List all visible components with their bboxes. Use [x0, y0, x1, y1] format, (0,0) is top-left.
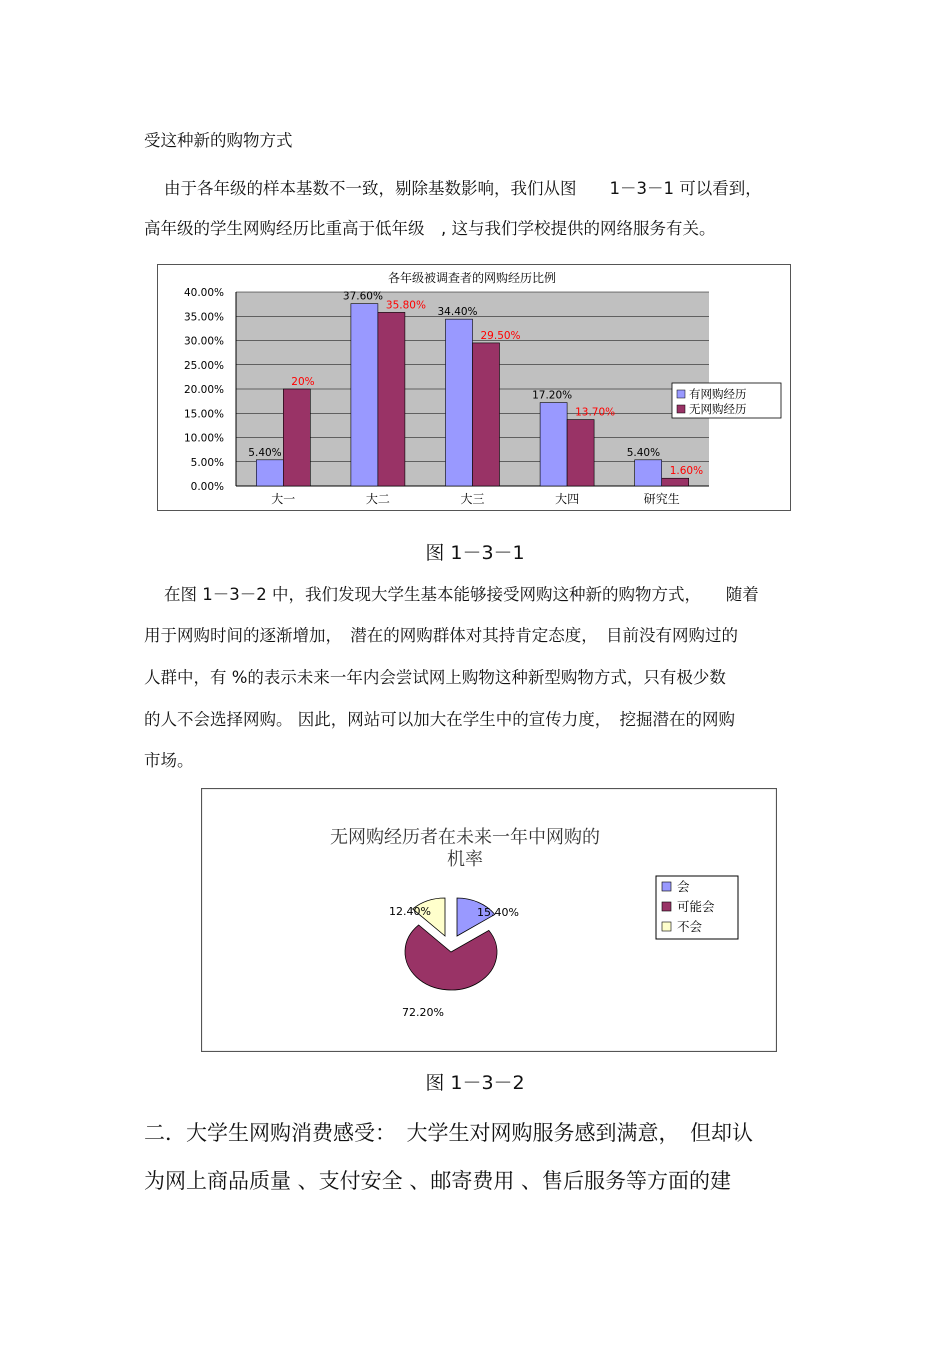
data-label: 17.20%	[532, 389, 573, 402]
y-tick-label: 20.00%	[183, 384, 224, 396]
data-label: 37.60%	[342, 290, 383, 303]
bar-chart-title: 各年级被调查者的网购经历比例	[387, 271, 557, 285]
paragraph-line: 的人不会选择网购。 因此，网站可以加大在学生中的宣传力度， 挖掘潜在的网购	[144, 710, 735, 729]
x-tick-label: 大二	[365, 492, 390, 506]
bar	[351, 304, 378, 486]
bar	[378, 312, 405, 486]
pie-chart	[201, 788, 777, 1052]
chart-legend	[656, 876, 738, 939]
paragraph-line: 在图 1－3－2 中，我们发现大学生基本能够接受网购这种新的购物方式， 随着	[164, 585, 759, 604]
figure-caption: 图 1－3－2	[425, 1072, 525, 1094]
bar	[446, 319, 473, 486]
legend-label: 可能会	[677, 899, 715, 914]
legend-label: 无网购经历	[689, 402, 747, 416]
x-tick-label: 大一	[271, 492, 296, 506]
paragraph-line: 高年级的学生网购经历比重高于低年级 , 这与我们学校提供的网络服务有关。	[144, 219, 716, 238]
bar	[256, 460, 283, 486]
bar	[635, 460, 662, 486]
pie-chart-title: 机率	[447, 849, 483, 870]
paragraph-line: 由于各年级的样本基数不一致，剔除基数影响，我们从图 1－3－1 可以看到，	[164, 179, 762, 198]
x-tick-label: 大三	[460, 492, 485, 506]
chart-legend	[672, 383, 781, 418]
figure-caption: 图 1－3－1	[425, 542, 525, 564]
paragraph-line: 用于网购时间的逐渐增加， 潜在的网购群体对其持肯定态度， 目前没有网购过的	[144, 626, 738, 645]
pie-label: 12.40%	[389, 905, 431, 918]
legend-label: 有网购经历	[689, 387, 747, 401]
data-label: 34.40%	[437, 306, 478, 319]
legend-swatch	[662, 882, 671, 891]
y-tick-label: 35.00%	[183, 311, 224, 324]
paragraph-line: 市场。	[144, 751, 194, 770]
bar	[473, 343, 500, 486]
pie-label: 72.20%	[402, 1006, 444, 1019]
legend-swatch	[662, 902, 671, 911]
legend-swatch	[677, 390, 685, 398]
x-tick-label: 大四	[555, 492, 580, 506]
bar	[283, 389, 310, 486]
y-tick-label: 0.00%	[190, 481, 224, 493]
data-label: 29.50%	[480, 329, 521, 342]
paragraph-line: 二．大学生网购消费感受： 大学生对网购服务感到满意， 但却认	[144, 1121, 753, 1145]
x-tick-label: 研究生	[643, 492, 680, 506]
paragraph-line: 为网上商品质量 、支付安全 、邮寄费用 、售后服务等方面的建	[144, 1169, 732, 1193]
y-tick-label: 15.00%	[183, 408, 224, 421]
legend-swatch	[662, 922, 671, 931]
bar	[540, 403, 567, 486]
bar-chart	[157, 264, 791, 512]
data-label: 1.60%	[669, 465, 704, 478]
legend-label: 不会	[677, 919, 703, 934]
paragraph-line: 人群中，有 %的表示未来一年内会尝试网上购物这种新型购物方式，只有极少数	[144, 668, 726, 687]
y-tick-label: 10.00%	[183, 432, 224, 445]
legend-swatch	[677, 405, 685, 413]
y-tick-label: 5.00%	[190, 456, 224, 469]
data-label: 5.40%	[626, 446, 661, 459]
paragraph-line: 受这种新的购物方式	[144, 131, 293, 150]
data-label: 35.80%	[385, 299, 426, 312]
y-tick-label: 30.00%	[183, 335, 224, 348]
data-label: 13.70%	[575, 406, 616, 419]
data-label: 20%	[291, 376, 315, 388]
pie-label: 15.40%	[477, 906, 519, 919]
legend-label: 会	[677, 879, 690, 894]
y-tick-label: 25.00%	[183, 359, 224, 372]
bar	[662, 478, 689, 486]
bar	[567, 420, 594, 486]
y-tick-label: 40.00%	[183, 287, 224, 299]
pie-chart-title: 无网购经历者在未来一年中网购的	[330, 827, 600, 848]
data-label: 5.40%	[248, 446, 282, 459]
